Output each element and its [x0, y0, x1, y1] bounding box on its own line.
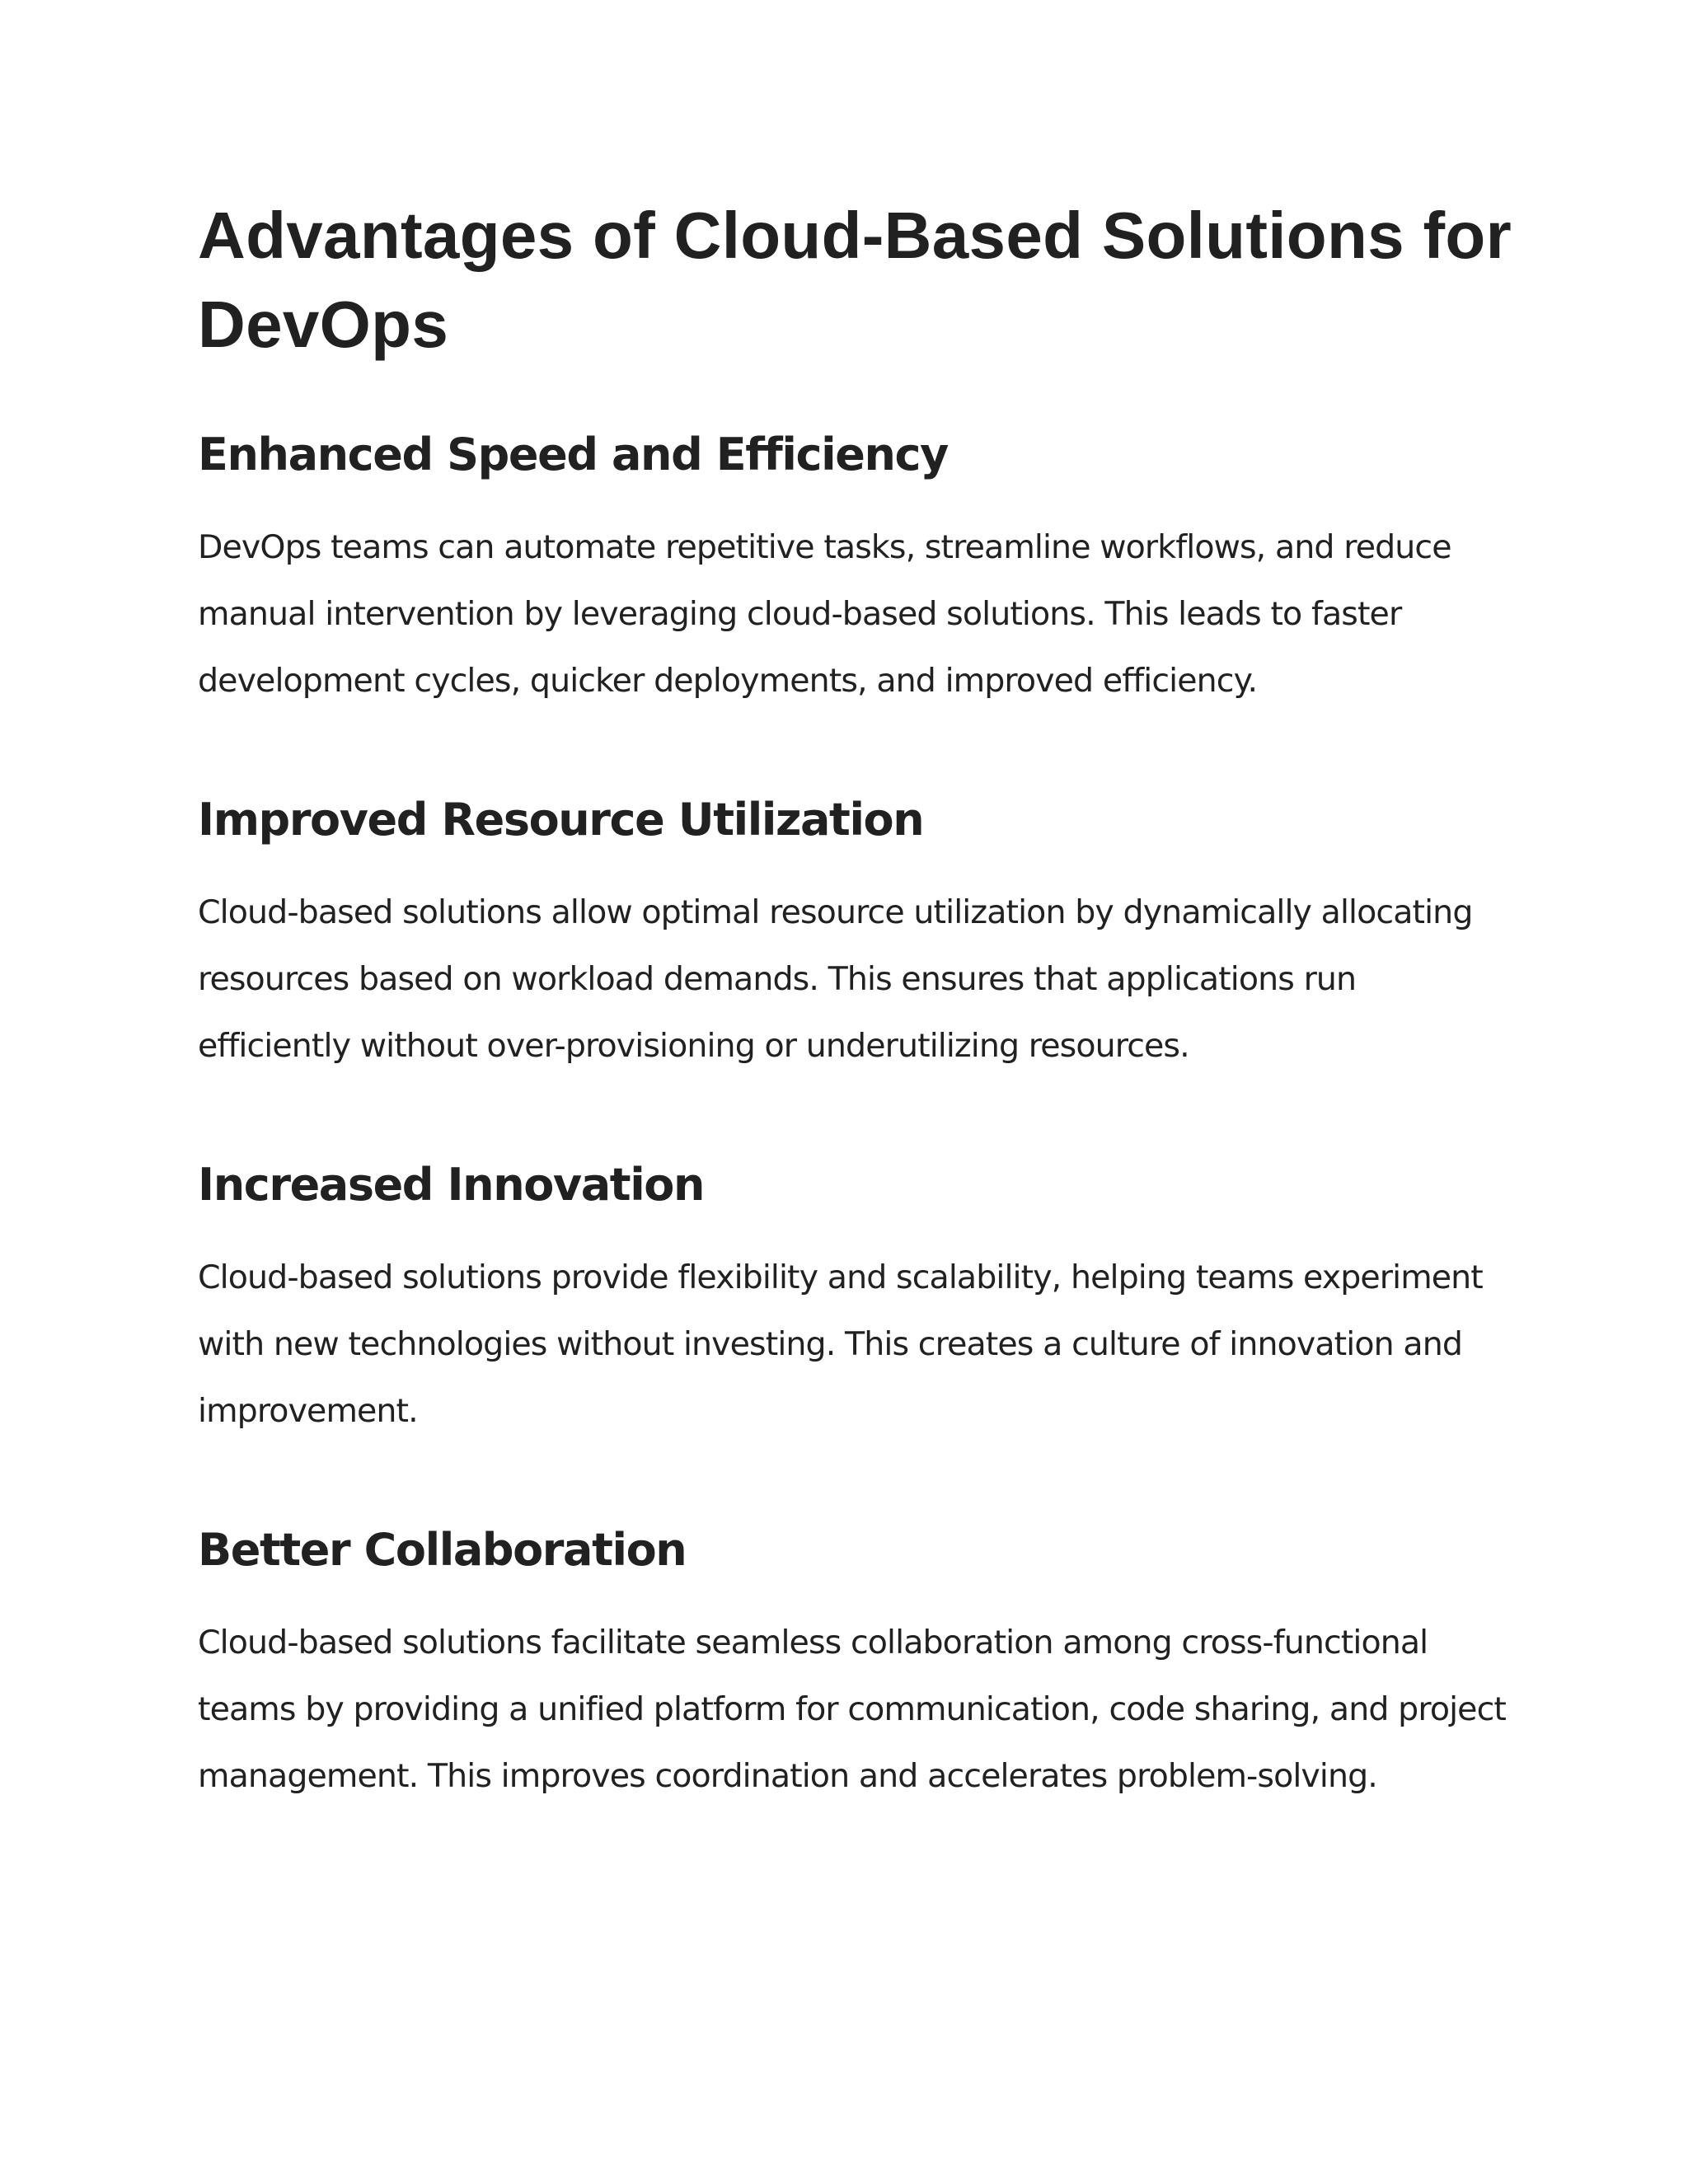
section-innovation — [198, 1154, 1517, 1445]
page-title: Advantages of Cloud-Based Solutions for DevOps — [198, 199, 1512, 361]
document-content — [198, 191, 1517, 1884]
section-paragraph: Cloud-based solutions provide flexibility and scalability, helping teams experiment with new technologies without investing. This creates a culture of innovation and improvement. — [198, 1258, 1483, 1430]
section-collaboration — [198, 1519, 1517, 1810]
section-paragraph: Cloud-based solutions allow optimal resource utilization by dynamically allocating resources based on workload demands. This ensures that applications run efficiently without over-provisioning or underutilizing resources. — [198, 893, 1473, 1065]
section-speed-efficiency — [198, 424, 1517, 715]
section-paragraph: Cloud-based solutions facilitate seamless collaboration among cross-functional teams by providing a unified platform for communication, code sharing, and project management. This improves coordination and accelerates problem-solving. — [198, 1624, 1506, 1795]
section-resource-utilization — [198, 789, 1517, 1080]
section-heading: Increased Innovation — [198, 1159, 705, 1211]
section-heading: Improved Resource Utilization — [198, 794, 924, 846]
section-heading: Better Collaboration — [198, 1524, 687, 1576]
section-heading: Enhanced Speed and Efficiency — [198, 429, 948, 480]
section-paragraph: DevOps teams can automate repetitive tasks, streamline workflows, and reduce manual intervention by leveraging cloud-based solutions. This leads to faster development cycles, quicker deployments, and improved efficiency. — [198, 528, 1451, 700]
